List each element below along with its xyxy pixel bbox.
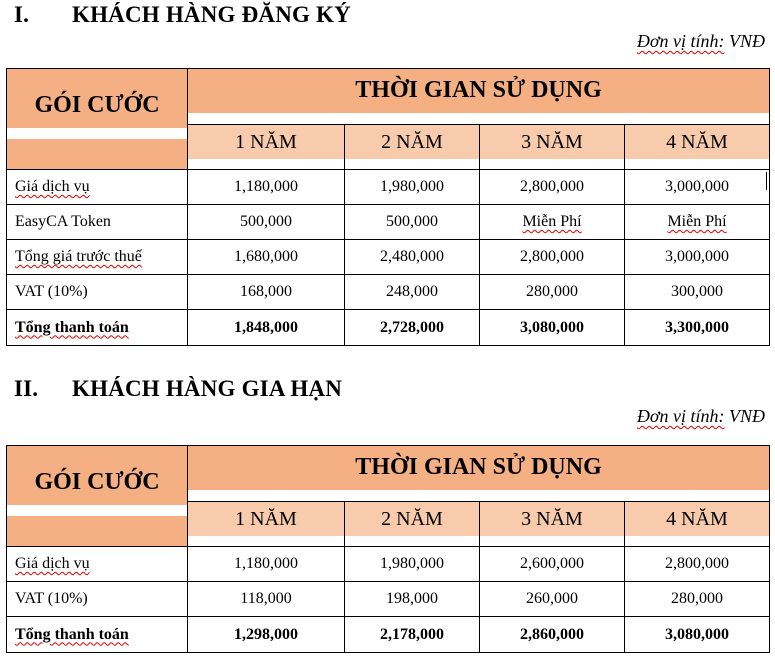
table-row xyxy=(7,547,770,582)
table-cell: 118,000 xyxy=(188,582,345,617)
usage-time-label: THỜI GIAN SỬ DỤNG xyxy=(355,77,602,103)
table-cell: 2,800,000 xyxy=(480,240,625,275)
section-2-unit-value: VNĐ xyxy=(729,406,765,426)
total-row xyxy=(7,310,770,346)
table-row xyxy=(7,205,770,240)
table-cell: 1,298,000 xyxy=(188,617,345,653)
year-label: 2 NĂM xyxy=(381,130,443,153)
section-1-unit-value: VNĐ xyxy=(729,31,765,51)
free-label: Miễn Phí xyxy=(522,213,582,230)
table-cell: 1,848,000 xyxy=(188,310,345,346)
table-row xyxy=(7,240,770,275)
usage-time-label: THỜI GIAN SỬ DỤNG xyxy=(355,454,602,480)
table-cell: 300,000 xyxy=(625,275,770,310)
row-label: Tổng thanh toán xyxy=(15,625,129,643)
year-label: 2 NĂM xyxy=(381,507,443,530)
row-label: Giá dịch vụ xyxy=(15,178,90,195)
header-stripe xyxy=(480,159,624,169)
text-cursor xyxy=(766,172,767,190)
table-cell: 280,000 xyxy=(480,275,625,310)
table-cell: 260,000 xyxy=(480,582,625,617)
table-cell xyxy=(625,205,770,240)
year-label: 3 NĂM xyxy=(521,507,583,530)
year-label: 4 NĂM xyxy=(666,130,728,153)
table-cell: 248,000 xyxy=(345,275,480,310)
section-1-title xyxy=(14,2,351,28)
header-stripe xyxy=(345,536,479,546)
table-cell: 2,600,000 xyxy=(480,547,625,582)
section-1-unit xyxy=(637,31,765,52)
table-cell: 500,000 xyxy=(345,205,480,240)
year-header xyxy=(188,502,345,547)
table-cell: 1,980,000 xyxy=(345,547,480,582)
year-header xyxy=(625,502,770,547)
package-header-label: GÓI CƯỚC xyxy=(34,91,160,118)
free-label: Miễn Phí xyxy=(667,213,727,230)
header-stripe xyxy=(345,159,479,169)
table-cell: 168,000 xyxy=(188,275,345,310)
table-row xyxy=(7,582,770,617)
table-cell: 2,480,000 xyxy=(345,240,480,275)
section-2-heading: KHÁCH HÀNG GIA HẠN xyxy=(72,376,343,401)
header-stripe xyxy=(188,490,769,501)
table-cell: 3,000,000 xyxy=(625,240,770,275)
row-label: EasyCA Token xyxy=(15,213,111,230)
table-cell: 2,728,000 xyxy=(345,310,480,346)
table-cell: 1,180,000 xyxy=(188,547,345,582)
year-label: 1 NĂM xyxy=(235,130,297,153)
pricing-table-register xyxy=(6,68,770,346)
table-cell: 500,000 xyxy=(188,205,345,240)
year-header xyxy=(480,502,625,547)
table-cell: 280,000 xyxy=(625,582,770,617)
table-cell: 1,180,000 xyxy=(188,170,345,205)
section-2-unit xyxy=(637,406,765,427)
pricing-table-renewal xyxy=(6,445,770,653)
year-label: 4 NĂM xyxy=(666,507,728,530)
table-cell: 2,800,000 xyxy=(625,547,770,582)
table-cell: 3,000,000 xyxy=(625,170,770,205)
year-header xyxy=(345,125,480,170)
usage-time-header xyxy=(188,446,770,502)
section-2-number: II. xyxy=(14,376,39,401)
table-cell: 1,980,000 xyxy=(345,170,480,205)
package-header-label: GÓI CƯỚC xyxy=(34,468,160,495)
section-1-heading: KHÁCH HÀNG ĐĂNG KÝ xyxy=(72,2,351,27)
table-cell xyxy=(480,205,625,240)
year-label: 1 NĂM xyxy=(235,507,297,530)
year-header xyxy=(188,125,345,170)
usage-time-header xyxy=(188,69,770,125)
row-label: VAT (10%) xyxy=(15,590,88,607)
section-1-number: I. xyxy=(14,2,30,27)
table-cell: 3,300,000 xyxy=(625,310,770,346)
year-header xyxy=(625,125,770,170)
table-cell: 2,178,000 xyxy=(345,617,480,653)
year-header xyxy=(345,502,480,547)
year-label: 3 NĂM xyxy=(521,130,583,153)
table-row xyxy=(7,170,770,205)
header-stripe xyxy=(188,536,344,546)
package-header xyxy=(7,69,188,170)
total-row xyxy=(7,617,770,653)
section-1-unit-label: Đơn vị tính: xyxy=(636,31,725,51)
row-label: Giá dịch vụ xyxy=(15,555,90,572)
table-cell: 3,080,000 xyxy=(625,617,770,653)
table-cell: 2,800,000 xyxy=(480,170,625,205)
table-cell: 3,080,000 xyxy=(480,310,625,346)
package-header xyxy=(7,446,188,547)
table-row xyxy=(7,275,770,310)
header-stripe xyxy=(625,536,769,546)
header-stripe xyxy=(188,113,769,124)
table-cell: 198,000 xyxy=(345,582,480,617)
header-stripe xyxy=(188,159,344,169)
header-stripe xyxy=(7,128,187,139)
table-cell: 2,860,000 xyxy=(480,617,625,653)
header-stripe xyxy=(480,536,624,546)
table-cell: 1,680,000 xyxy=(188,240,345,275)
header-stripe xyxy=(625,159,769,169)
section-2-title xyxy=(14,376,342,402)
row-label: VAT (10%) xyxy=(15,283,88,300)
header-stripe xyxy=(7,505,187,516)
row-label: Tổng giá trước thuế xyxy=(15,248,142,265)
year-header xyxy=(480,125,625,170)
row-label: Tổng thanh toán xyxy=(15,318,129,336)
section-2-unit-label: Đơn vị tính: xyxy=(636,406,725,426)
